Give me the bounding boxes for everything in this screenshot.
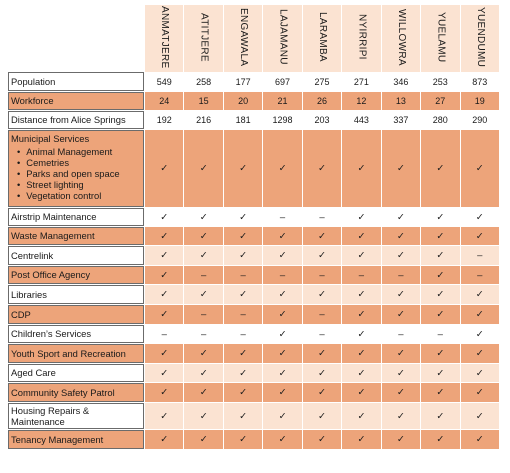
check-icon: ✓ [382,130,421,208]
check-icon: ✓ [263,325,302,344]
town-name: YUENDUMU [474,6,486,68]
table-cell: 549 [145,72,184,92]
table-cell: 21 [263,92,302,111]
check-icon: ✓ [145,266,184,285]
town-name: LAJAMANU [277,9,289,65]
check-icon: ✓ [224,403,263,430]
table-row [8,403,500,430]
check-icon: ✓ [382,403,421,430]
dash-icon: – [303,305,342,325]
check-icon: ✓ [263,430,302,450]
table-cell: 181 [224,111,263,130]
town-header [303,5,342,72]
check-icon: ✓ [263,130,302,208]
check-icon: ✓ [224,285,263,305]
row-label: Municipal Services [11,133,90,144]
row-label-cell [8,403,145,430]
table-row [8,227,500,246]
check-icon: ✓ [421,430,460,450]
table-cell: 20 [224,92,263,111]
row-label-cell [8,266,145,285]
check-icon: ✓ [421,364,460,383]
town-header [421,5,460,72]
check-icon: ✓ [263,246,302,266]
table-cell: 27 [421,92,460,111]
table-row [8,130,500,208]
table-row [8,285,500,305]
dash-icon: – [461,246,500,266]
dash-icon: – [303,325,342,344]
list-item: • Parks and open space [17,168,144,179]
check-icon: ✓ [224,130,263,208]
check-icon: ✓ [184,403,223,430]
check-icon: ✓ [303,430,342,450]
dash-icon: – [184,325,223,344]
table-row [8,383,500,403]
check-icon: ✓ [382,344,421,364]
dash-icon: – [303,266,342,285]
check-icon: ✓ [382,285,421,305]
town-name: ENGAWALA [238,7,250,67]
dash-icon: – [303,208,342,227]
check-icon: ✓ [342,227,381,246]
check-icon: ✓ [263,364,302,383]
dash-icon: – [382,266,421,285]
table-cell: 1298 [263,111,302,130]
table-cell: 177 [224,72,263,92]
row-label-cell [8,130,145,208]
check-icon: ✓ [342,208,381,227]
town-header [342,5,381,72]
check-icon: ✓ [461,403,500,430]
check-icon: ✓ [382,383,421,403]
check-icon: ✓ [145,403,184,430]
dash-icon: – [184,266,223,285]
check-icon: ✓ [145,246,184,266]
town-header [224,5,263,72]
table-cell: 290 [461,111,500,130]
check-icon: ✓ [421,208,460,227]
check-icon: ✓ [145,130,184,208]
check-icon: ✓ [461,430,500,450]
check-icon: ✓ [342,403,381,430]
list-item: • Vegetation control [17,190,144,201]
row-label-cell [8,383,145,403]
table-row [8,430,500,450]
table-cell: 697 [263,72,302,92]
list-item: • Street lighting [17,179,144,190]
town-header [263,5,302,72]
check-icon: ✓ [421,383,460,403]
check-icon: ✓ [184,344,223,364]
check-icon: ✓ [382,364,421,383]
check-icon: ✓ [342,325,381,344]
row-label-cell [8,208,145,227]
check-icon: ✓ [303,344,342,364]
row-label: Workforce [11,95,54,107]
town-name: ANMATJERE [159,5,171,69]
check-icon: ✓ [263,227,302,246]
check-icon: ✓ [421,403,460,430]
check-icon: ✓ [461,227,500,246]
table-row [8,111,500,130]
check-icon: ✓ [421,266,460,285]
row-label: Tenancy Management [11,433,104,445]
row-label: Distance from Alice Springs [11,114,126,126]
check-icon: ✓ [145,285,184,305]
row-label-cell [8,344,145,364]
row-label-cell [8,364,145,383]
check-icon: ✓ [382,305,421,325]
check-icon: ✓ [145,227,184,246]
check-icon: ✓ [421,285,460,305]
check-icon: ✓ [145,344,184,364]
row-label: Children’s Services [11,328,92,340]
check-icon: ✓ [421,130,460,208]
check-icon: ✓ [184,364,223,383]
row-label: Housing Repairs & Maintenance [11,404,90,427]
check-icon: ✓ [303,403,342,430]
check-icon: ✓ [421,344,460,364]
row-label: Population [11,75,56,87]
check-icon: ✓ [184,285,223,305]
dash-icon: – [421,325,460,344]
table-cell: 443 [342,111,381,130]
check-icon: ✓ [342,285,381,305]
check-icon: ✓ [342,130,381,208]
dash-icon: – [342,266,381,285]
town-name: YUELAMU [435,11,447,63]
check-icon: ✓ [303,130,342,208]
table-row [8,246,500,266]
check-icon: ✓ [461,383,500,403]
check-icon: ✓ [461,364,500,383]
check-icon: ✓ [145,364,184,383]
row-label: Aged Care [11,367,56,379]
check-icon: ✓ [303,246,342,266]
check-icon: ✓ [461,344,500,364]
check-icon: ✓ [263,285,302,305]
dash-icon: – [224,325,263,344]
row-label-cell [8,92,145,111]
row-label-cell [8,246,145,266]
check-icon: ✓ [224,383,263,403]
table-row [8,208,500,227]
table-cell: 13 [382,92,421,111]
check-icon: ✓ [461,130,500,208]
services-table-container [8,5,500,450]
table-cell: 873 [461,72,500,92]
check-icon: ✓ [382,227,421,246]
dash-icon: – [145,325,184,344]
check-icon: ✓ [421,246,460,266]
check-icon: ✓ [382,208,421,227]
town-header [382,5,421,72]
table-body [8,72,500,450]
table-cell: 192 [145,111,184,130]
table-row [8,364,500,383]
table-cell: 346 [382,72,421,92]
row-label: Waste Management [11,230,95,242]
check-icon: ✓ [342,305,381,325]
dash-icon: – [461,266,500,285]
check-icon: ✓ [263,344,302,364]
check-icon: ✓ [263,383,302,403]
check-icon: ✓ [382,246,421,266]
check-icon: ✓ [461,285,500,305]
check-icon: ✓ [184,227,223,246]
check-icon: ✓ [145,305,184,325]
check-icon: ✓ [224,246,263,266]
row-label: Post Office Agency [11,269,91,281]
dash-icon: – [263,266,302,285]
table-cell: 258 [184,72,223,92]
list-item: • Cemetries [17,157,144,168]
town-header [461,5,500,72]
town-header [184,5,223,72]
check-icon: ✓ [303,364,342,383]
dash-icon: – [382,325,421,344]
check-icon: ✓ [263,305,302,325]
check-icon: ✓ [303,383,342,403]
table-cell: 24 [145,92,184,111]
check-icon: ✓ [461,325,500,344]
table-cell: 216 [184,111,223,130]
row-label: Community Safety Patrol [11,386,115,398]
table-cell: 275 [303,72,342,92]
table-cell: 253 [421,72,460,92]
table-cell: 203 [303,111,342,130]
check-icon: ✓ [342,344,381,364]
town-name: WILLOWRA [395,8,407,66]
row-label: Youth Sport and Recreation [11,347,126,359]
row-label: Airstrip Maintenance [11,211,97,223]
row-label: CDP [11,308,31,320]
table-cell: 280 [421,111,460,130]
row-label: Libraries [11,288,47,300]
table-row [8,305,500,325]
table-row [8,72,500,92]
row-label-cell [8,227,145,246]
table-row [8,325,500,344]
row-label-cell [8,72,145,92]
check-icon: ✓ [224,344,263,364]
table-row [8,92,500,111]
row-label-cell [8,111,145,130]
town-name: ATITJERE [198,12,210,62]
dash-icon: – [263,208,302,227]
town-name: LARAMBA [316,12,328,62]
check-icon: ✓ [303,285,342,305]
check-icon: ✓ [224,227,263,246]
row-label-cell [8,430,145,450]
check-icon: ✓ [184,130,223,208]
check-icon: ✓ [461,305,500,325]
dash-icon: – [224,305,263,325]
check-icon: ✓ [145,430,184,450]
corner-cell [8,5,145,72]
check-icon: ✓ [421,227,460,246]
check-icon: ✓ [342,364,381,383]
check-icon: ✓ [184,383,223,403]
table-cell: 19 [461,92,500,111]
check-icon: ✓ [224,430,263,450]
header-row [8,5,500,72]
row-label-cell [8,325,145,344]
table-row [8,344,500,364]
check-icon: ✓ [224,364,263,383]
town-name: NYIRRIPI [356,14,368,60]
row-label: Centrelink [11,249,54,261]
table-cell: 337 [382,111,421,130]
check-icon: ✓ [342,430,381,450]
municipal-services-list [11,146,144,201]
town-header [145,5,184,72]
table-row [8,266,500,285]
check-icon: ✓ [184,246,223,266]
row-label-cell [8,305,145,325]
dash-icon: – [224,266,263,285]
check-icon: ✓ [184,208,223,227]
check-icon: ✓ [461,208,500,227]
check-icon: ✓ [303,227,342,246]
table-cell: 271 [342,72,381,92]
dash-icon: – [184,305,223,325]
check-icon: ✓ [421,305,460,325]
table-cell: 15 [184,92,223,111]
table-cell: 26 [303,92,342,111]
check-icon: ✓ [224,208,263,227]
table-cell: 12 [342,92,381,111]
check-icon: ✓ [184,430,223,450]
check-icon: ✓ [145,383,184,403]
check-icon: ✓ [145,208,184,227]
row-label-cell [8,285,145,305]
check-icon: ✓ [342,246,381,266]
check-icon: ✓ [382,430,421,450]
check-icon: ✓ [342,383,381,403]
check-icon: ✓ [263,403,302,430]
list-item: • Animal Management [17,146,144,157]
community-services-table [8,5,500,450]
